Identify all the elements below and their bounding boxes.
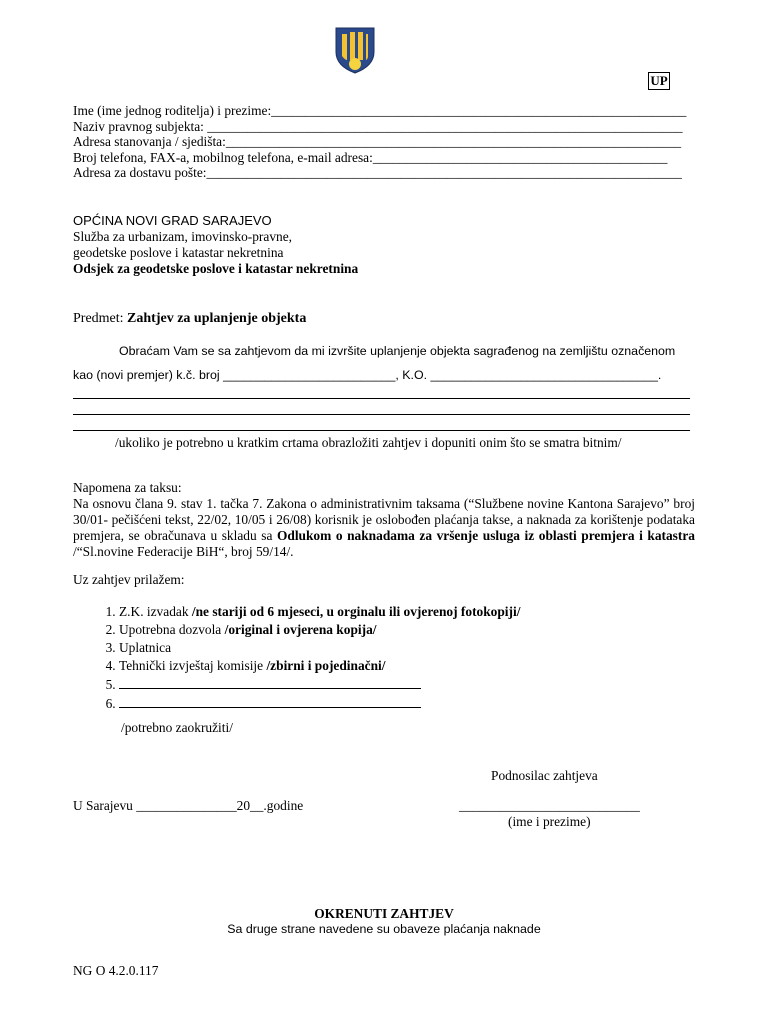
fee-note-text-b: /“Sl.novine Federacije BiH“, broj 59/14/. <box>73 544 294 559</box>
place-date-field[interactable]: U Sarajevu _______________20__.godine <box>73 798 304 813</box>
subject-title: Zahtjev za uplanjenje objekta <box>127 311 307 326</box>
recipient-service-line1: Služba za urbanizam, imovinsko-pravne, <box>73 229 293 244</box>
applicant-label: Podnosilac zahtjeva <box>491 768 598 783</box>
recipient-service-line2: geodetske poslove i katastar nekretnina <box>73 245 284 260</box>
attachment-item-1[interactable]: 1. Z.K. izvadak /ne stariji od 6 mjeseci, u orginalu ili ovjerenoj fotokopiji/ <box>119 603 520 621</box>
attachments-note: /potrebno zaokružiti/ <box>121 720 233 735</box>
fee-note-text-a: Na osnovu člana 9. stav 1. tačka 7. Zakona o administrativnim taksama (“Službene novine Kantona Sarajevo” broj 30/01- pečišćeni tekst, 22/02, 10/05 i 26/08) korisnik je oslobođen plaćanja takse, a naknada za korištenje podataka premjera, se obračunava u skladu sa <box>73 496 695 543</box>
explanation-line-2[interactable] <box>73 414 690 415</box>
fee-note-body <box>73 496 695 560</box>
field-mailing-address[interactable]: Adresa za dostavu pošte:_______________________________________________________________________ <box>73 165 682 180</box>
field-full-name[interactable]: Ime (ime jednog roditelja) i prezime:______________________________________________________________ <box>73 103 687 118</box>
field-address[interactable]: Adresa stanovanja / sjedišta:____________________________________________________________________ <box>73 134 682 149</box>
attachment-item-2[interactable]: 2. Upotrebna dozvola /original i ovjerena kopija/ <box>119 621 520 639</box>
document-tag-up: UP <box>648 72 670 90</box>
document-code: NG O 4.2.0.117 <box>73 963 159 978</box>
fee-note-title: Napomena za taksu: <box>73 480 182 495</box>
explanation-line-3[interactable] <box>73 430 690 431</box>
subject-line <box>73 311 306 327</box>
attachment-item-4[interactable]: 4. Tehnički izvještaj komisije /zbirni i pojedinačni/ <box>119 657 520 675</box>
municipality-coat-of-arms-logo <box>333 26 377 74</box>
attachment-item-5-blank[interactable] <box>119 675 520 694</box>
request-hint: /ukoliko je potrebno u kratkim crtama obrazložiti zahtjev i dopuniti onim što se smatra bitnim/ <box>115 435 622 450</box>
request-text-line1: Obraćam Vam se sa zahtjevom da mi izvršite uplanjenje objekta sagrađenog na zemljištu označenom <box>119 344 676 358</box>
field-phone-fax-email[interactable]: Broj telefona, FAX-a, mobilnog telefona, e-mail adresa:____________________________________________ <box>73 150 668 165</box>
subject-label: Predmet: <box>73 311 124 326</box>
turn-over-subtext: Sa druge strane navedene su obaveze plaćanja naknade <box>227 922 541 936</box>
attachment-item-3[interactable]: 3. Uplatnica <box>119 639 520 657</box>
request-text-line2-parcel-fields[interactable]: kao (novi premjer) k.č. broj _________________________, K.O. _________________________________. <box>73 368 662 382</box>
recipient-department: Odsjek za geodetske poslove i katastar nekretnina <box>73 261 359 276</box>
turn-over-heading: OKRENUTI ZAHTJEV <box>314 906 454 921</box>
explanation-line-1[interactable] <box>73 398 690 399</box>
attachment-item-6-blank[interactable] <box>119 694 520 713</box>
signature-line[interactable]: ___________________________ <box>459 798 640 813</box>
attachments-list <box>76 603 520 713</box>
name-label: (ime i prezime) <box>508 814 591 829</box>
fee-note-text-bold: Odlukom o naknadama za vršenje usluga iz oblasti premjera i katastra <box>276 528 695 543</box>
recipient-municipality: OPĆINA NOVI GRAD SARAJEVO <box>73 213 272 228</box>
field-legal-entity-name[interactable]: Naziv pravnog subjekta: _______________________________________________________________________ <box>73 119 683 134</box>
attachments-title: Uz zahtjev prilažem: <box>73 572 185 587</box>
